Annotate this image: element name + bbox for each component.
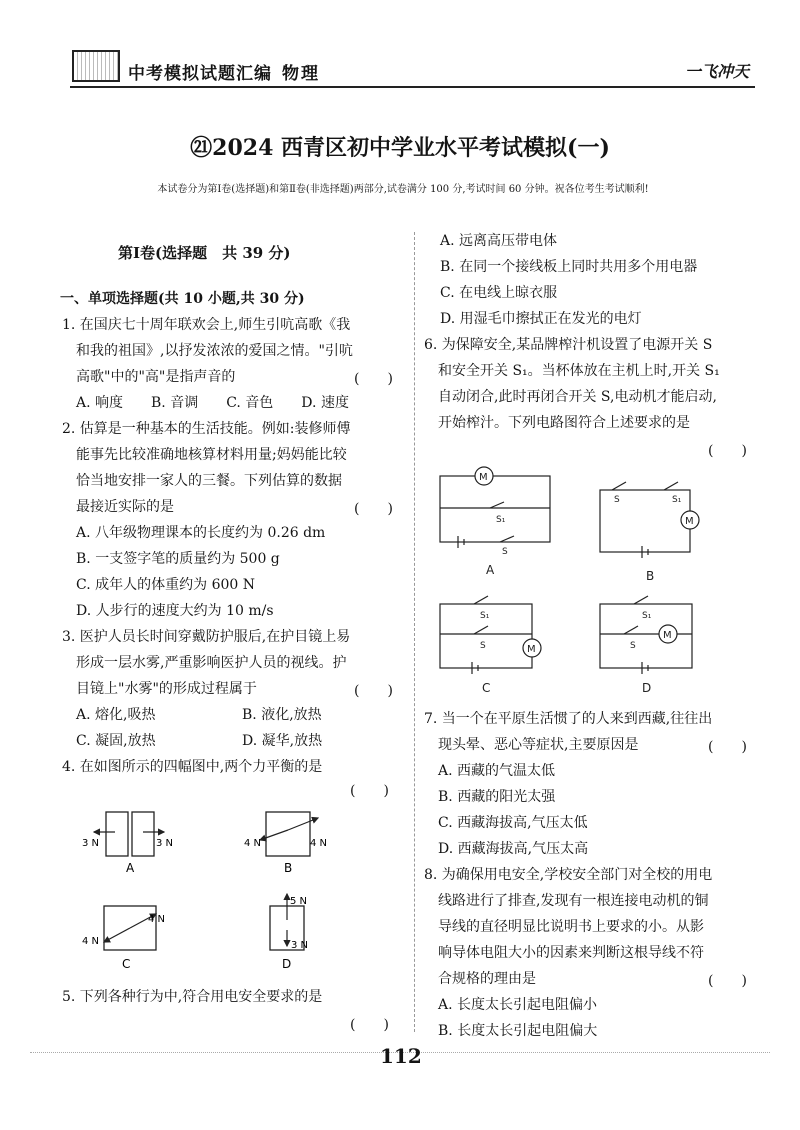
q6-line1: 6. 为保障安全,某品牌榨汁机设置了电源开关 S: [424, 337, 713, 353]
q2-answer-paren: ( ): [354, 501, 393, 517]
q2-line2: 能事先比较准确地核算材料用量;妈妈能比较: [76, 447, 347, 463]
circuit-c-motor: M: [527, 644, 536, 655]
q5-line1: 5. 下列各种行为中,符合用电安全要求的是: [62, 989, 323, 1005]
q3-line2: 形成一层水雾,严重影响医护人员的视线。护: [76, 655, 347, 671]
circuit-c: [440, 596, 541, 695]
q8-line1: 8. 为确保用电安全,学校安全部门对全校的用电: [424, 867, 713, 883]
q5-option-c: C. 在电线上晾衣服: [440, 285, 558, 301]
q1-line1: 1. 在国庆七十周年联欢会上,师生引吭高歌《我: [62, 317, 351, 333]
q4d-top-force: 5 N: [290, 896, 308, 907]
q7-option-c: C. 西藏海拔高,气压太低: [438, 815, 588, 831]
circuit-d: [600, 596, 692, 695]
q6-line3: 自动闭合,此时再闭合开关 S,电动机才能启动,: [438, 389, 717, 405]
circuit-b-s1: S₁: [672, 495, 682, 505]
q2-option-b: B. 一支签字笔的质量约为 500 g: [76, 551, 280, 567]
q1-line2: 和我的祖国》,以抒发浓浓的爱国之情。"引吭: [76, 343, 353, 359]
q4b-label: B: [284, 861, 293, 875]
circuit-d-s1: S₁: [642, 611, 652, 621]
q8-line4: 响导体电阻大小的因素来判断这根导线不符: [438, 945, 704, 961]
q4d-bottom-force: 3 N: [291, 940, 309, 951]
q7-option-a: A. 西藏的气温太低: [438, 763, 556, 779]
circuit-b-motor: M: [685, 516, 694, 527]
q6-line2: 和安全开关 S₁。当杯体放在主机上时,开关 S₁: [438, 363, 720, 379]
q4a-block-right: [132, 812, 154, 856]
header-subject: 物理: [282, 64, 320, 84]
q3-line1: 3. 医护人员长时间穿戴防护服后,在护目镜上易: [62, 629, 351, 645]
circuit-a-s: S: [502, 547, 508, 557]
q7-answer-paren: ( ): [708, 739, 747, 755]
circuit-c-label: C: [482, 681, 491, 695]
q4a-right-force: 3 N: [156, 838, 174, 849]
column-divider: [414, 232, 415, 1032]
exam-title: ㉑2024 西青区初中学业水平考试模拟(一): [190, 135, 610, 161]
q4c-left-force: 4 N: [82, 936, 100, 947]
q6-answer-paren: ( ): [708, 443, 747, 459]
circuit-d-label: D: [642, 681, 652, 695]
q2-line1: 2. 估算是一种基本的生活技能。例如:装修师傅: [62, 421, 351, 437]
q4-answer-paren: ( ): [350, 783, 389, 799]
q2-option-a: A. 八年级物理课本的长度约为 0.26 dm: [76, 525, 326, 541]
circuit-a-s1: S₁: [496, 515, 506, 525]
q5-option-d: D. 用湿毛巾擦拭正在发光的电灯: [440, 311, 642, 327]
section-title: 一、单项选择题(共 10 小题,共 30 分): [60, 291, 305, 307]
q4c-right-force: 4 N: [148, 914, 166, 925]
q2-option-d: D. 人步行的速度大约为 10 m/s: [76, 603, 274, 619]
header-brand: 一飞冲天: [685, 62, 750, 81]
page-number: 112: [380, 1044, 422, 1068]
q4b-left-force: 4 N: [244, 838, 262, 849]
q7-line1: 7. 当一个在平原生活惯了的人来到西藏,往往出: [424, 711, 713, 727]
q4a-left-force: 3 N: [82, 838, 100, 849]
q2-line3: 恰当地安排一家人的三餐。下列估算的数据: [76, 473, 342, 489]
q3-answer-paren: ( ): [354, 683, 393, 699]
circuit-b-label: B: [646, 569, 655, 583]
q5-option-b: B. 在同一个接线板上同时共用多个用电器: [440, 259, 698, 275]
q4-line1: 4. 在如图所示的四幅图中,两个力平衡的是: [62, 759, 323, 775]
q4a-block-left: [106, 812, 128, 856]
q4-force-figure: [60, 800, 360, 980]
circuit-a-motor: M: [479, 472, 488, 483]
circuit-c-s: S: [480, 641, 486, 651]
circuit-a-label: A: [486, 563, 495, 577]
q7-option-b: B. 西藏的阳光太强: [438, 789, 556, 805]
q3-option-b: B. 液化,放热: [242, 707, 322, 723]
q4a-label: A: [126, 861, 135, 875]
q1-line3: 高歌"中的"高"是指声音的: [76, 369, 236, 385]
header-rule: [70, 86, 755, 88]
q1-options: A. 响度 B. 音调 C. 音色 D. 速度: [76, 395, 349, 411]
q8-option-b: B. 长度太长引起电阻偏大: [438, 1023, 598, 1039]
circuit-d-s: S: [630, 641, 636, 651]
q8-line5: 合规格的理由是: [438, 971, 536, 987]
q8-line2: 线路进行了排查,发现有一根连接电动机的铜: [438, 893, 709, 909]
q4b-right-force: 4 N: [310, 838, 328, 849]
q8-answer-paren: ( ): [708, 973, 747, 989]
q8-option-a: A. 长度太长引起电阻偏小: [438, 997, 598, 1013]
circuit-c-s1: S₁: [480, 611, 490, 621]
circuit-b: [600, 482, 699, 583]
q6-circuit-figure: [428, 462, 718, 702]
header-series: 中考模拟试题汇编: [128, 64, 272, 84]
q3-line3: 目镜上"水雾"的形成过程属于: [76, 681, 257, 697]
q5-option-a: A. 远离高压带电体: [440, 233, 558, 249]
q2-line4: 最接近实际的是: [76, 499, 174, 515]
q3-option-a: A. 熔化,吸热: [76, 707, 156, 723]
exam-notice: 本试卷分为第Ⅰ卷(选择题)和第Ⅱ卷(非选择题)两部分,试卷满分 100 分,考试时间 60 分钟。祝各位考生考试顺利!: [157, 184, 649, 195]
circuit-a: [440, 467, 550, 577]
q1-answer-paren: ( ): [354, 371, 393, 387]
q7-line2: 现头晕、恶心等症状,主要原因是: [438, 737, 639, 753]
q5-answer-paren: ( ): [350, 1017, 389, 1033]
q4c-label: C: [122, 957, 131, 971]
circuit-d-motor: M: [663, 630, 672, 641]
q4d-label: D: [282, 957, 292, 971]
q4b-block: [266, 812, 310, 856]
header-logo: [72, 50, 120, 82]
q2-option-c: C. 成年人的体重约为 600 N: [76, 577, 255, 593]
q7-option-d: D. 西藏海拔高,气压太高: [438, 841, 589, 857]
q3-option-d: D. 凝华,放热: [242, 733, 323, 749]
q6-line4: 开始榨汁。下列电路图符合上述要求的是: [438, 415, 690, 431]
q3-option-c: C. 凝固,放热: [76, 733, 156, 749]
circuit-b-s: S: [614, 495, 620, 505]
q8-line3: 导线的直径明显比说明书上要求的小。从影: [438, 919, 704, 935]
part1-title: 第Ⅰ卷(选择题 共 39 分): [118, 244, 291, 262]
